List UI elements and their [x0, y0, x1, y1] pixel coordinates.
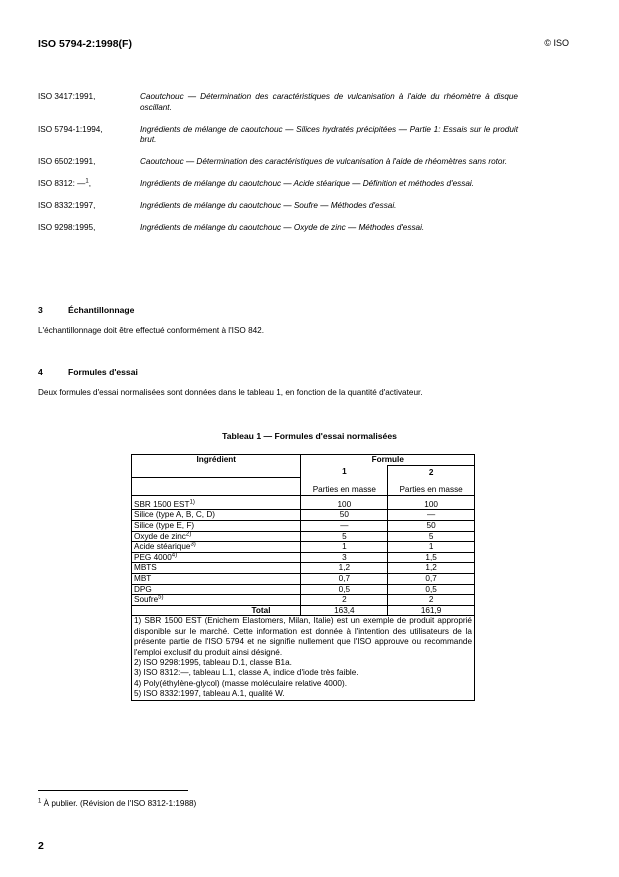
ingredient-label: Acide stéarique	[134, 542, 191, 552]
formula-1-value: 2	[301, 595, 388, 606]
table-row	[132, 542, 475, 553]
page-header	[38, 38, 569, 52]
reference-code	[38, 179, 140, 190]
reference-entry	[38, 157, 518, 168]
formula-1-value: 100	[301, 495, 388, 510]
note-reference-marker: 4)	[171, 552, 178, 559]
formula-2-value: —	[388, 510, 475, 521]
reference-title: Ingrédients de mélange de caoutchouc — Silices hydratés précipitées — Partie 1: Essais sur le produit brut.	[140, 124, 518, 144]
ingredient-label: MBT	[134, 573, 152, 583]
section-sampling	[38, 305, 578, 335]
footnote-separator	[38, 790, 188, 791]
reference-entry	[38, 201, 518, 212]
formula-2-value: 1	[388, 542, 475, 553]
ingredient-label: Oxyde de zinc	[134, 531, 186, 541]
section-test-formulas	[38, 367, 578, 397]
column-header-2: 2	[388, 465, 475, 477]
reference-code-text: ISO 8312: —	[38, 179, 86, 188]
reference-code-suffix: ,	[88, 179, 91, 188]
reference-title: Ingrédients de mélange du caoutchouc — Soufre — Méthodes d'essai.	[140, 201, 397, 210]
note-reference-marker: 3)	[190, 541, 196, 548]
table-note: 3) ISO 8312:—, tableau L.1, classe A, indice d'iode très faible.	[134, 668, 359, 678]
formula-2-value: 100	[388, 495, 475, 510]
footnote-text: À publier. (Révision de l'ISO 8312-1:1988)	[41, 799, 197, 808]
table-note: 1) SBR 1500 EST (Enichem Elastomers, Milan, Italie) est un exemple de produit approprié disponible sur le marché. Cette information est donnée à l'intention des utilisateurs de la présente partie de l'ISO 5794 et ne signifie nullement que l'ISO approuve ou recommande l'emploi exclusif du produit ainsi désigné.	[134, 616, 472, 657]
reference-entry	[38, 125, 518, 146]
table-title: Tableau 1 — Formules d'essai normalisées	[222, 431, 397, 441]
reference-title: Caoutchouc — Détermination des caractéristiques de vulcanisation à l'aide de rhéomètres sans rotor.	[140, 157, 508, 166]
ingredient-label: Silice (type A, B, C, D)	[134, 510, 215, 520]
reference-code: ISO 6502:1991,	[38, 157, 96, 166]
formula-1-value: —	[301, 520, 388, 531]
note-reference-marker: 1)	[189, 499, 195, 506]
section-text: Deux formules d'essai normalisées sont données dans le tableau 1, en fonction de la quantité d'activateur.	[38, 388, 423, 397]
formulas-table	[131, 454, 475, 701]
ingredient-name	[132, 520, 301, 531]
table-notes-row	[132, 616, 475, 700]
section-title: Formules d'essai	[68, 367, 138, 377]
ingredient-name	[132, 531, 301, 542]
formula-1-value: 1	[301, 542, 388, 553]
ingredient-label: PEG 4000	[134, 552, 172, 562]
table-row	[132, 584, 475, 595]
table-note: 2) ISO 9298:1995, tableau D.1, classe B1a.	[134, 657, 292, 667]
section-number: 4	[38, 367, 43, 377]
formula-2-value: 2	[388, 595, 475, 606]
formula-1-value: 1,2	[301, 563, 388, 574]
column-header-1: 1	[301, 465, 388, 477]
table-row	[132, 595, 475, 606]
normative-references	[38, 92, 518, 245]
reference-code: ISO 5794-1:1994,	[38, 124, 103, 134]
table-row	[132, 563, 475, 574]
table-row	[132, 520, 475, 531]
section-number: 3	[38, 305, 43, 315]
formula-2-value: 1,2	[388, 563, 475, 574]
footnote-marker: 1	[85, 178, 89, 185]
table-note: 4) Poly(éthylène-glycol) (masse moléculaire relative 4000).	[134, 678, 347, 688]
formula-1-value: 50	[301, 510, 388, 521]
ingredient-label: DPG	[134, 584, 152, 594]
document-id: ISO 5794-2:1998(F)	[38, 38, 132, 50]
note-reference-marker: 5)	[158, 594, 164, 601]
reference-title: Caoutchouc — Détermination des caractéristiques de vulcanisation à l'aide du rhéomètre à disque oscillant.	[140, 92, 518, 112]
table-row	[132, 552, 475, 563]
section-heading	[38, 305, 578, 315]
table-header-row	[132, 455, 475, 466]
table-row	[132, 510, 475, 521]
column-header-formule: Formule	[301, 455, 475, 466]
formula-2-value: 0,7	[388, 573, 475, 584]
unit-cell-2: Parties en masse	[388, 477, 475, 495]
formula-1-value: 0,7	[301, 573, 388, 584]
table-notes	[132, 616, 475, 700]
ingredient-label: SBR 1500 EST	[134, 499, 190, 509]
reference-code: ISO 9298:1995,	[38, 223, 96, 232]
section-title: Échantillonnage	[68, 305, 135, 315]
copyright-notice: © ISO	[544, 38, 569, 48]
total-row	[132, 605, 475, 616]
table-row	[132, 573, 475, 584]
table-unit-row	[132, 477, 475, 495]
section-text: L'échantillonnage doit être effectué conformément à l'ISO 842.	[38, 326, 264, 335]
reference-entry	[38, 223, 518, 234]
ingredient-label: Silice (type E, F)	[134, 520, 195, 530]
reference-entry	[38, 179, 518, 190]
total-value-2: 161,9	[388, 605, 475, 616]
footnote-marker: 1	[38, 798, 42, 805]
section-heading	[38, 367, 578, 377]
reference-code: ISO 8332:1997,	[38, 201, 96, 210]
reference-title: Ingrédients de mélange du caoutchouc — Acide stéarique — Définition et méthodes d'essai.	[140, 179, 474, 188]
ingredient-name	[132, 542, 301, 553]
ingredient-name	[132, 510, 301, 521]
note-reference-marker: 2)	[185, 530, 192, 537]
ingredient-name	[132, 495, 301, 510]
reference-entry	[38, 92, 518, 113]
ingredient-label: Soufre	[134, 595, 159, 605]
total-label: Total	[132, 605, 301, 616]
ingredient-label: MBTS	[134, 563, 157, 573]
reference-title: Ingrédients de mélange du caoutchouc — Oxyde de zinc — Méthodes d'essai.	[140, 223, 425, 232]
formula-1-value: 3	[301, 552, 388, 563]
formula-2-value: 0,5	[388, 584, 475, 595]
formula-2-value: 50	[388, 520, 475, 531]
total-value-1: 163,4	[301, 605, 388, 616]
unit-cell-empty	[132, 477, 301, 495]
table-row	[132, 531, 475, 542]
ingredient-name	[132, 573, 301, 584]
table-note: 5) ISO 8332:1997, tableau A.1, qualité W.	[134, 689, 285, 699]
ingredient-name	[132, 584, 301, 595]
footnote	[38, 799, 196, 808]
page-number: 2	[38, 840, 44, 852]
formula-2-value: 1,5	[388, 552, 475, 563]
ingredient-name	[132, 595, 301, 606]
formula-2-value: 5	[388, 531, 475, 542]
unit-cell-1: Parties en masse	[301, 477, 388, 495]
reference-code: ISO 3417:1991,	[38, 92, 96, 101]
ingredient-name	[132, 563, 301, 574]
formula-1-value: 5	[301, 531, 388, 542]
table-row	[132, 495, 475, 510]
ingredient-name	[132, 552, 301, 563]
column-header-ingredient: Ingrédient	[132, 455, 301, 478]
ingredient-rows	[132, 495, 475, 605]
formula-1-value: 0,5	[301, 584, 388, 595]
